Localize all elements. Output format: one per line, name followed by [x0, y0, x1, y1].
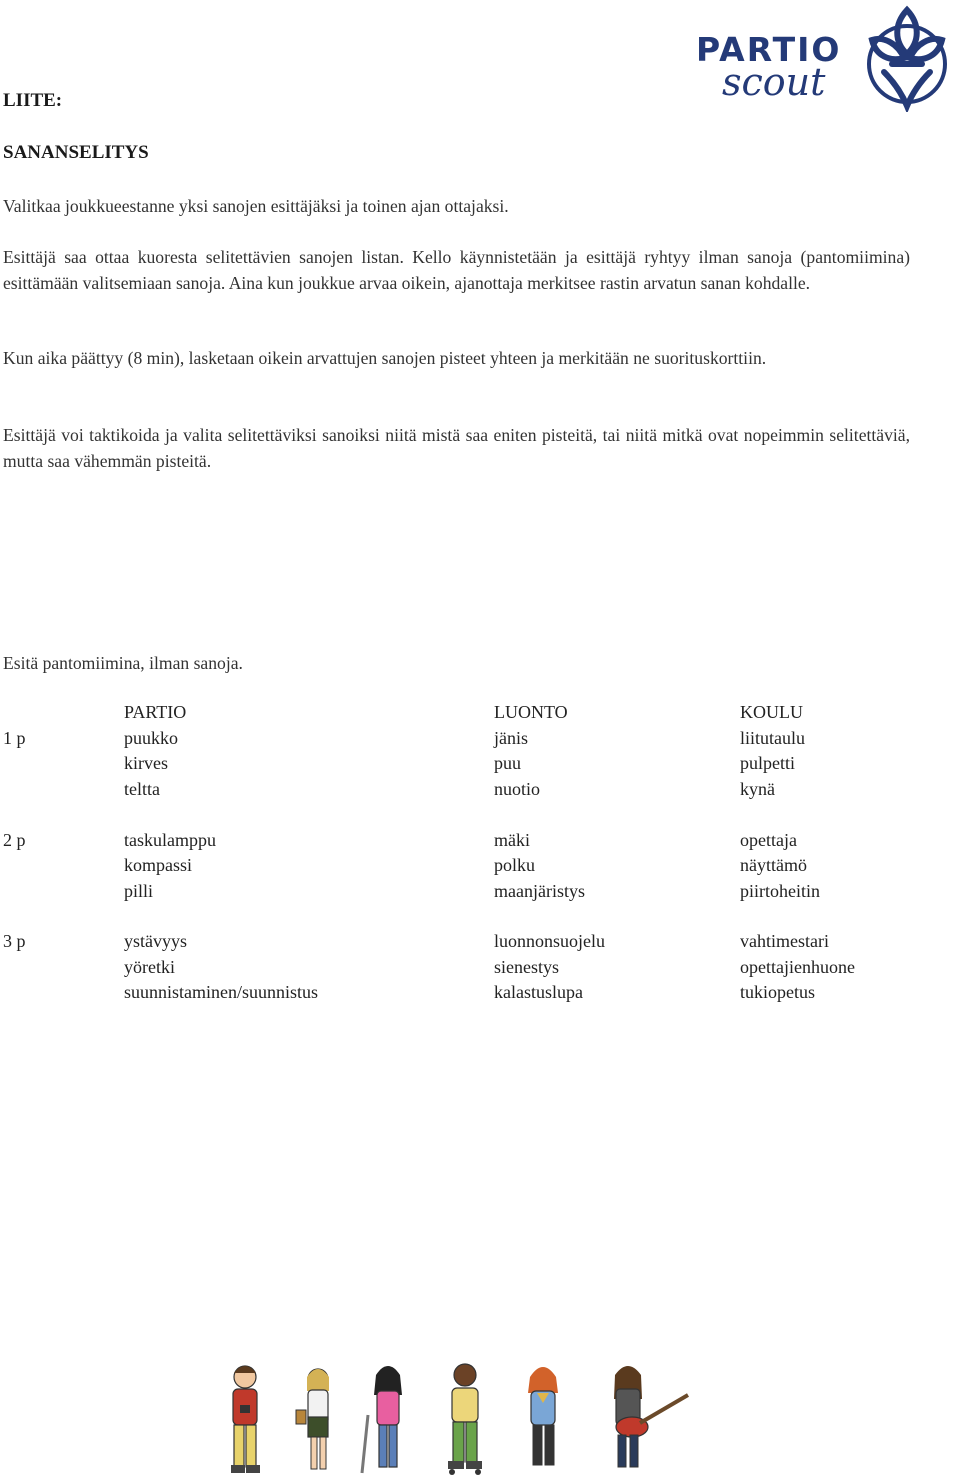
word-cell: opettaja: [740, 830, 797, 850]
word-cell: ystävyys: [124, 931, 187, 951]
word-cell: tukiopetus: [740, 982, 815, 1002]
word-cell: mäki: [494, 830, 530, 850]
word-cell: luonnonsuojelu: [494, 931, 605, 951]
scout-characters-illustration: [200, 1355, 700, 1478]
word-cell: pulpetti: [740, 753, 795, 773]
column-header-luonto: LUONTO: [494, 702, 568, 722]
word-cell: vahtimestari: [740, 931, 829, 951]
word-cell: kalastuslupa: [494, 982, 583, 1002]
word-cell: yöretki: [124, 957, 175, 977]
column-header-partio: PARTIO: [124, 702, 187, 722]
logo-wordmark-scout: scout: [722, 60, 826, 104]
paragraph-1: Valitkaa joukkueestanne yksi sanojen esittäjäksi ja toinen ajan ottajaksi.: [3, 196, 509, 216]
scout-figure-4: [448, 1364, 482, 1475]
word-cell: kynä: [740, 779, 775, 799]
scout-figure-3: [362, 1366, 402, 1473]
paragraph-2: Esittäjä saa ottaa kuoresta selitettävien sanojen listan. Kello käynnistetään ja esittäjä ryhtyy ilman sanoja (pantomiimina) esittämään valitsemiaan sanoja. Aina kun joukkue arvaa oikein, ajanottaja merkitsee rastin arvatun sanan kohdalle.: [3, 247, 910, 293]
word-cell: polku: [494, 855, 536, 875]
word-cell: puukko: [124, 728, 178, 748]
logo-wordmark-partio: PARTIO: [696, 30, 842, 69]
word-cell: puu: [494, 753, 521, 773]
word-cell: kirves: [124, 753, 168, 773]
word-cell: nuotio: [494, 779, 541, 799]
word-cell: näyttämö: [740, 855, 807, 875]
word-cell: suunnistaminen/suunnistus: [124, 982, 319, 1002]
paragraph-4: Esittäjä voi taktikoida ja valita selitettäviksi sanoiksi niitä mistä saa eniten pisteitä, tai niitä mitkä ovat nopeimmin selitettäviä, mutta saa vähemmän pisteitä.: [3, 425, 910, 471]
word-cell: teltta: [124, 779, 160, 799]
column-header-koulu: KOULU: [740, 702, 803, 722]
word-cell: pilli: [124, 881, 154, 901]
word-cell: kompassi: [124, 855, 193, 875]
partio-scout-logo: [694, 2, 960, 112]
paragraph-3: Kun aika päättyy (8 min), lasketaan oikein arvattujen sanojen pisteet yhteen ja merkitään ne suorituskorttiin.: [3, 348, 767, 368]
word-cell: jänis: [494, 728, 528, 748]
word-cell: sienestys: [494, 957, 559, 977]
points-label: 2 p: [3, 830, 26, 850]
word-cell: taskulamppu: [124, 830, 216, 850]
word-cell: liitutaulu: [740, 728, 805, 748]
fleur-de-lis-icon: [854, 2, 960, 112]
scout-figure-1: [231, 1366, 260, 1473]
section-title: SANANSELITYS: [3, 142, 149, 163]
word-cell: opettajienhuone: [740, 957, 855, 977]
scout-figure-6: [614, 1366, 688, 1467]
points-label: 1 p: [3, 728, 26, 748]
word-cell: piirtoheitin: [740, 881, 820, 901]
scout-figure-2: [296, 1369, 329, 1469]
scout-figure-5: [528, 1367, 558, 1465]
instruction-text: Esitä pantomiimina, ilman sanoja.: [3, 653, 243, 673]
word-cell: maanjäristys: [494, 881, 585, 901]
points-label: 3 p: [3, 931, 26, 951]
page-title: LIITE:: [3, 90, 63, 111]
